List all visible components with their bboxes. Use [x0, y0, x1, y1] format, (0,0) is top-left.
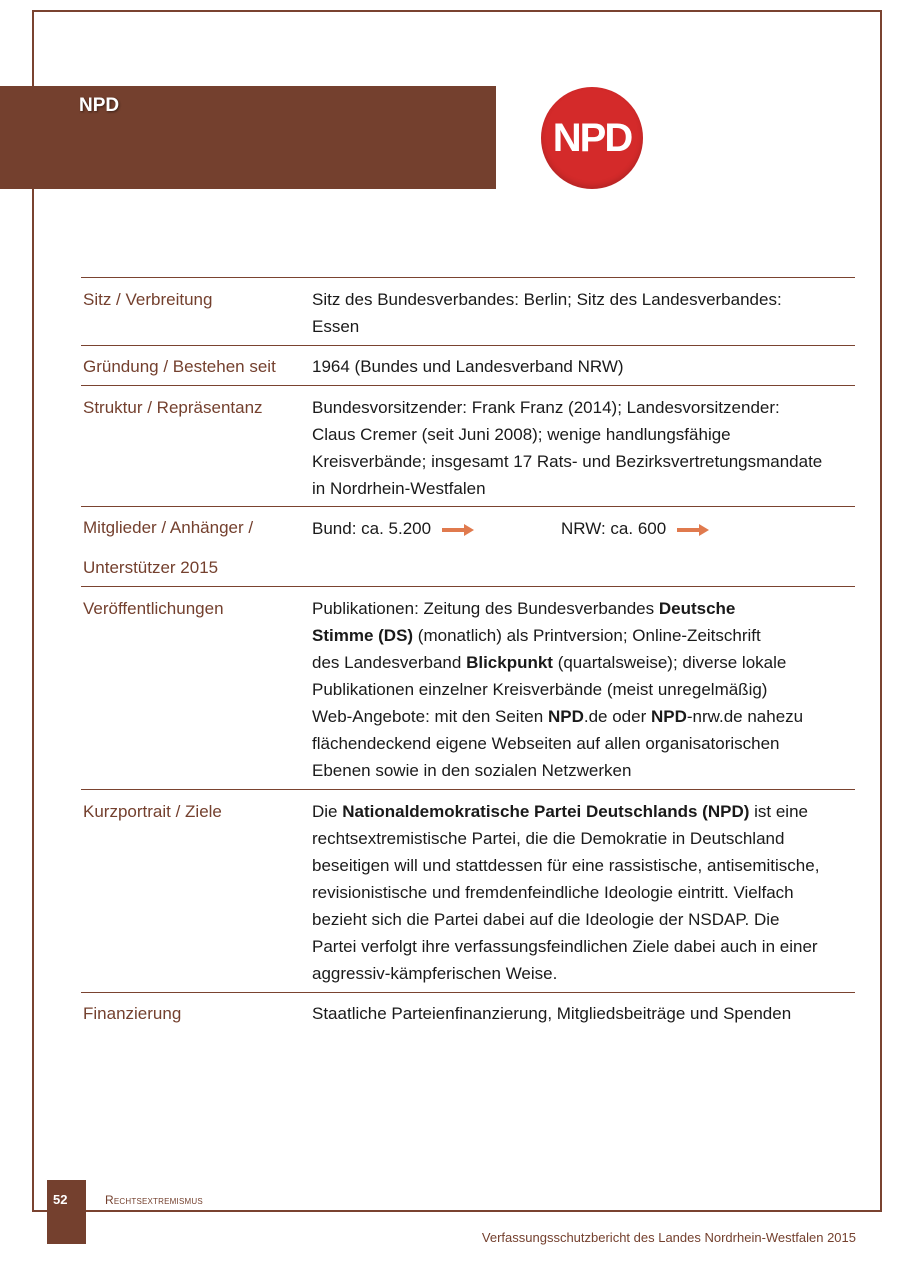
bold-text: Deutsche [658, 599, 736, 618]
text-run: Web-Angebote: mit den Seiten [312, 707, 548, 726]
bold-text: Blickpunkt [466, 653, 553, 672]
publication-title: Verfassungsschutzbericht des Landes Nordrhein-Westfalen 2015 [481, 1230, 856, 1245]
row-value [312, 595, 855, 789]
npd-logo [541, 87, 643, 189]
table-row-struktur [81, 386, 855, 507]
text-run: flächendeckend eigene Webseiten auf allen organisatorischen [312, 734, 780, 753]
value-line [312, 757, 855, 784]
row-value [312, 353, 855, 385]
text-run: rechtsextremistische Partei, die die Demokratie in Deutschland [312, 829, 785, 848]
text-run: -nrw.de nahezu [686, 707, 804, 726]
value-line [312, 906, 855, 933]
value-line: Bundesvorsitzender: Frank Franz (2014); Landesvorsitzender: [312, 398, 780, 417]
arrow-right-icon [677, 524, 709, 536]
value-line [312, 649, 855, 676]
text-run: .de oder [583, 707, 651, 726]
text-run: ist eine [749, 802, 808, 821]
row-label: Kurzportrait / Ziele [83, 802, 222, 821]
value-line: Kreisverbände; insgesamt 17 Rats- und Bezirksvertretungsmandate [312, 452, 823, 471]
value-line [312, 960, 855, 987]
nrw-count [561, 515, 709, 586]
info-table [81, 277, 855, 1033]
text-run: (monatlich) als Printversion; Online-Zeitschrift [413, 626, 761, 645]
row-label: Struktur / Repräsentanz [83, 398, 263, 417]
label-line: Unterstützer 2015 [83, 558, 219, 577]
row-value [312, 1000, 855, 1033]
text-run: revisionistische und fremdenfeindliche Ideologie eintritt. Vielfach [312, 883, 794, 902]
title-band [0, 86, 496, 189]
value-line: 1964 (Bundes und Landesverband NRW) [312, 357, 624, 376]
text-run: Partei verfolgt ihre verfassungsfeindlichen Ziele dabei auch in einer [312, 937, 818, 956]
row-label: Sitz / Verbreitung [83, 290, 213, 309]
text-run: bezieht sich die Partei dabei auf die Ideologie der NSDAP. Die [312, 910, 780, 929]
table-row-finanzierung [81, 993, 855, 1033]
text-run: Publikationen einzelner Kreisverbände (meist unregelmäßig) [312, 680, 768, 699]
text-run: Publikationen: Zeitung des Bundesverbandes [312, 599, 659, 618]
text-run: beseitigen will und stattdessen für eine rassistische, antisemitische, [312, 856, 820, 875]
bold-text: Stimme (DS) [312, 626, 414, 645]
row-value [312, 286, 855, 345]
page-title: NPD [79, 95, 120, 116]
value-line [312, 676, 855, 703]
bund-count [312, 515, 561, 586]
value-line [312, 703, 855, 730]
row-label: Gründung / Bestehen seit [83, 357, 276, 376]
value-line [312, 933, 855, 960]
row-label: Veröffentlichungen [83, 599, 224, 618]
bund-label: Bund: ca. 5.200 [312, 519, 432, 538]
text-run: Ebenen sowie in den sozialen Netzwerken [312, 761, 632, 780]
section-name: Rechtsextremismus [105, 1193, 203, 1207]
bold-text: NPD [547, 707, 584, 726]
bold-text: Nationaldemokratische Partei Deutschlands (NPD) [342, 802, 750, 821]
row-label [81, 508, 312, 586]
logo-text: NPD [552, 115, 632, 160]
nrw-label: NRW: ca. 600 [561, 519, 667, 538]
value-line: Claus Cremer (seit Juni 2008); wenige handlungsfähige [312, 425, 731, 444]
value-line: Sitz des Bundesverbandes: Berlin; Sitz des Landesverbandes: [312, 290, 782, 309]
row-label: Finanzierung [83, 1004, 182, 1023]
text-run: des Landesverband [312, 653, 467, 672]
table-row-sitz [81, 278, 855, 346]
value-line [312, 879, 855, 906]
value-line: in Nordrhein-Westfalen [312, 479, 486, 498]
page-number: 52 [53, 1192, 68, 1207]
value-line [312, 622, 855, 649]
table-row-kurzportrait [81, 790, 855, 993]
row-value [312, 798, 855, 992]
text-run: Die [312, 802, 343, 821]
value-line [312, 595, 855, 622]
label-line: Mitglieder / Anhänger / [83, 518, 254, 537]
text-run: (quartalsweise); diverse lokale [552, 653, 787, 672]
row-value [312, 515, 855, 586]
arrow-right-icon [442, 524, 474, 536]
table-row-gruendung [81, 346, 855, 386]
text-run: aggressiv-kämpferischen Weise. [312, 964, 558, 983]
value-line [312, 825, 855, 852]
value-line [312, 798, 855, 825]
value-line [312, 730, 855, 757]
page-number-box [47, 1180, 86, 1244]
bold-text: NPD [650, 707, 687, 726]
table-row-mitglieder [81, 507, 855, 587]
table-row-veroeffentlichungen [81, 587, 855, 790]
value-line: Staatliche Parteienfinanzierung, Mitgliedsbeiträge und Spenden [312, 1004, 792, 1023]
value-line [312, 852, 855, 879]
value-line: Essen [312, 317, 360, 336]
row-value [312, 394, 855, 506]
